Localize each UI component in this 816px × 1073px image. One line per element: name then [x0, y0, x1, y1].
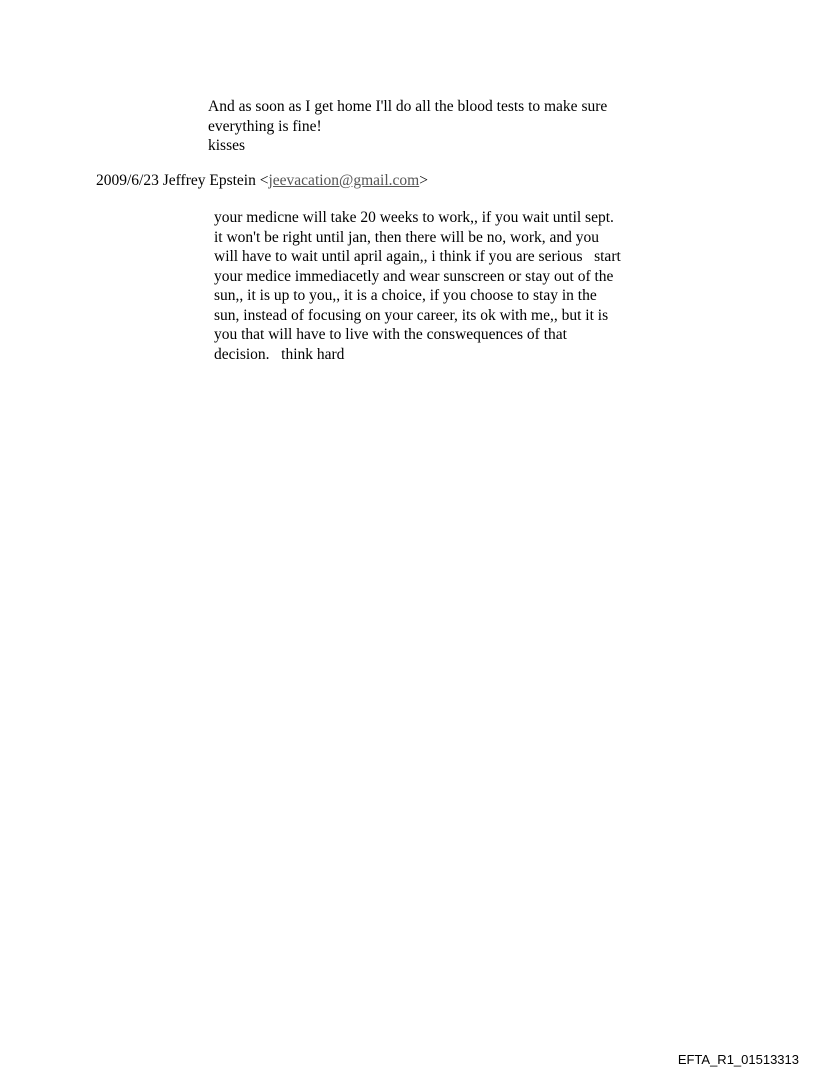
- reply-message-line: it won't be right until jan, then there will be no, work, and you: [214, 228, 600, 246]
- reply-header: [96, 171, 428, 191]
- quoted-message: [208, 97, 648, 156]
- quoted-message-line: kisses: [208, 137, 246, 154]
- reply-message-line: your medicne will take 20 weeks to work,, if you wait until sept.: [214, 209, 614, 226]
- reply-date-sender: 2009/6/23 Jeffrey Epstein: [96, 172, 260, 189]
- reply-message-line: sun,, it is up to you,, it is a choice, if you choose to stay in the: [214, 287, 597, 304]
- quoted-message-line: everything is fine!: [208, 117, 322, 135]
- sender-email-link[interactable]: jeevacation@gmail.com: [268, 172, 420, 189]
- reply-message: [214, 208, 644, 364]
- email-close-bracket: >: [419, 172, 428, 189]
- reply-message-line: you that will have to live with the conswequences of that: [214, 326, 567, 343]
- document-id: EFTA_R1_01513313: [677, 1052, 799, 1067]
- reply-message-line: decision. think hard: [214, 345, 345, 363]
- reply-message-line: sun, instead of focusing on your career, its ok with me,, but it is: [214, 306, 609, 324]
- reply-message-line: your medice immediacetly and wear sunscreen or stay out of the: [214, 267, 614, 285]
- quoted-message-line: And as soon as I get home I'll do all the blood tests to make sure: [208, 98, 608, 115]
- reply-message-line: will have to wait until april again,, i think if you are serious start: [214, 248, 621, 265]
- email-open-bracket: <: [259, 172, 269, 189]
